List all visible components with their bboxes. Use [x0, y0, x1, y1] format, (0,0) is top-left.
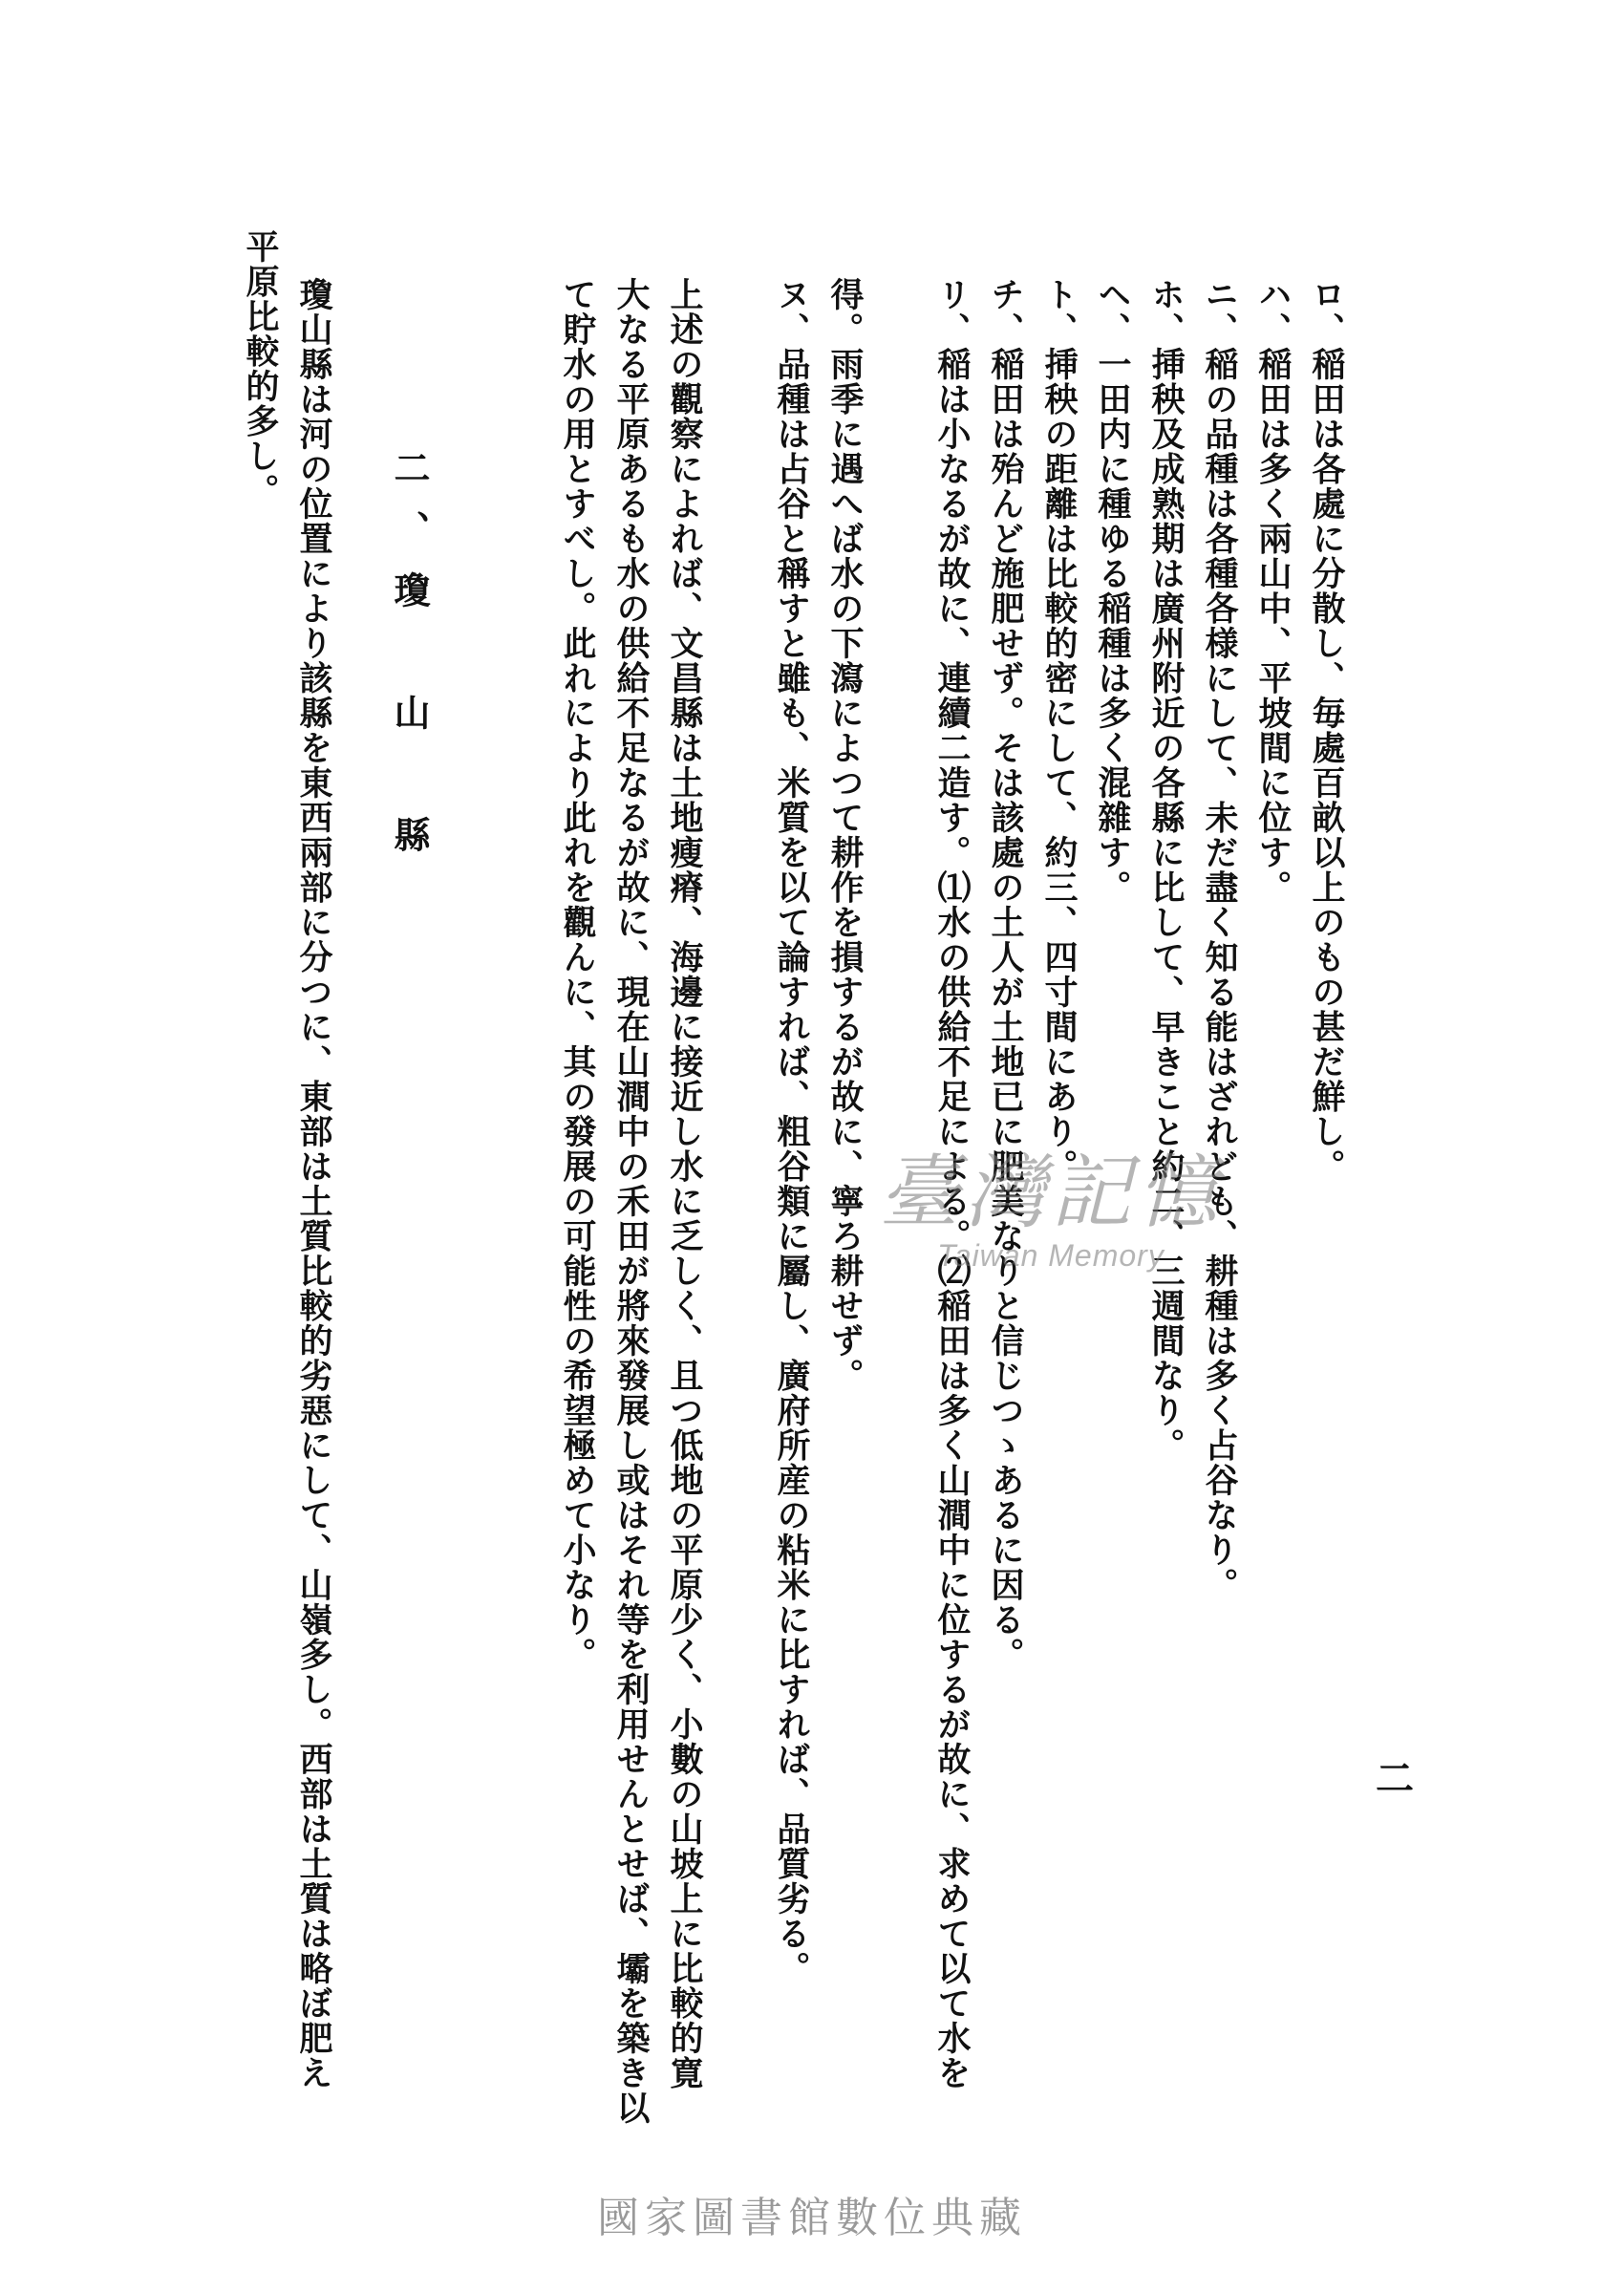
text-column-summary-3: て貯水の用とすべし。此れにより此れを觀んに、其の發展の可能性の希望極めて小なり。: [558, 277, 597, 1672]
text-column-to: ト、挿秧の距離は比較的密にして、約三、四寸間にあり。: [1039, 277, 1079, 1184]
text-column-ro: ロ、稲田は各處に分散し、毎處百畝以上のもの甚だ鮮し。: [1307, 277, 1346, 1184]
text-column-ha: ハ、稲田は多く兩山中、平坡間に位す。: [1253, 277, 1293, 905]
footer-collection-label: 國家圖書館數位典藏: [597, 2194, 1027, 2242]
text-column-ho: ホ、挿秧及成熟期は廣州附近の各縣に比して、早きこと約二、三週間なり。: [1146, 277, 1186, 1463]
text-column-ri-cont: 得。雨季に遇へば水の下瀉によつて耕作を損するが故に、寧ろ耕せず。: [825, 277, 865, 1393]
text-column-chi: チ、稲田は殆んど施肥せず。そは該處の土人が土地已に肥美なりと信じつゝあるに因る。: [986, 277, 1025, 1672]
text-column-nu: ヌ、品種は占谷と稱すと雖も、米質を以て論すれば、粗谷類に屬し、廣府所産の粘米に比すれば、品質劣る。: [772, 277, 811, 1986]
text-column-he: ヘ、一田内に種ゆる稲種は多く混雜す。: [1093, 277, 1132, 905]
watermark-cjk: 臺灣記憶: [878, 1146, 1223, 1239]
text-column-summary-2: 大なる平原あるも水の供給不足なるが故に、現在山澗中の禾田が將來發展し或はそれ等を利用せんとせば、壩を築き以: [611, 277, 651, 2126]
section-heading: 二、瓊 山 縣: [388, 449, 431, 877]
taiwan-memory-watermark: [822, 1146, 1280, 1290]
text-column-ni: ニ、稲の品種は各種各様にして、未だ盡く知る能はざれども、耕種は多く占谷なり。: [1200, 277, 1239, 1602]
text-column-summary-1: 上述の觀察によれば、文昌縣は土地瘦瘠、海邊に接近し水に乏しく、且つ低地の平原少く、小數の山坡上に比較的寛: [665, 277, 704, 2090]
watermark-en: Taiwan Memory: [937, 1238, 1165, 1273]
text-column-qiongshan-1: 瓊山縣は河の位置により該縣を東西兩部に分つに、東部は土質比較的劣惡にして、山嶺多し。西部は土質は略ぼ肥え: [294, 277, 333, 2090]
page-number: 二: [1376, 1756, 1414, 1801]
text-column-qiongshan-2: 平原比較的多し。: [241, 229, 280, 508]
text-column-ri: リ、稲は小なるが故に、連續二造す。⑴水の供給不足による。⑵稲田は多く山澗中に位するが故に、求めて以て水を: [932, 277, 972, 2090]
